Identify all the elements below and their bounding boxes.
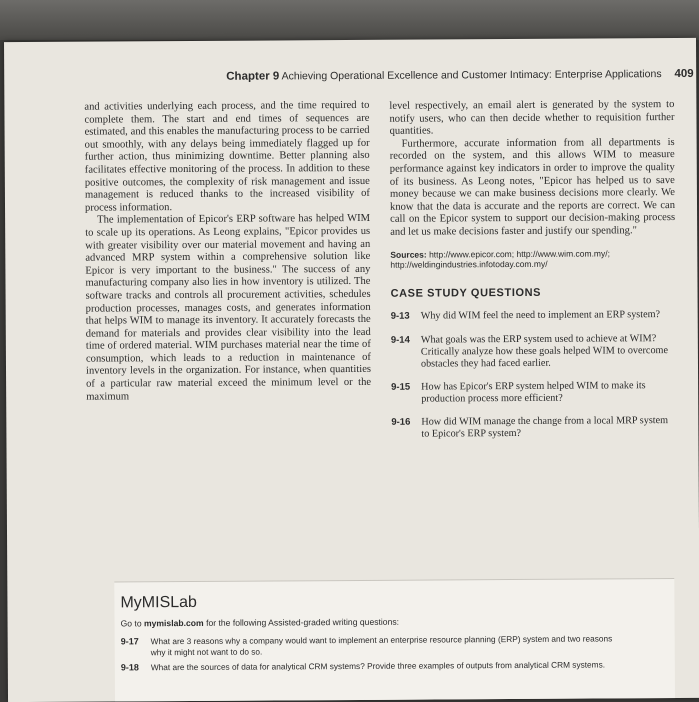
question-number: 9-15 (391, 381, 411, 393)
question-text: What goals was the ERP system used to achieve at WIM? Critically analyze how these goals helped WIM to overcome obstacles they had faced earlier. (420, 332, 668, 370)
paragraph: Furthermore, accurate information from all departments is recorded on the system, and this allows WIM to measure performance against key indicators in order to improve the quality of its business. As Leong notes, "Epicor has helped us to save money because we can make business decisions more clearly. We know that the data is accurate and the reports are correct. We can call on the Epicor system to support our decision-making process and let us make decisions faster and justify our spending." (389, 136, 676, 238)
question-number: 9-18 (120, 662, 139, 673)
left-column (84, 100, 371, 404)
case-study-title: CASE STUDY QUESTIONS (390, 286, 542, 300)
question-text: Why did WIM feel the need to implement an ERP system? (420, 309, 661, 322)
mymislab-question (121, 659, 621, 673)
question-item (391, 380, 676, 406)
question-number: 9-13 (390, 310, 410, 322)
question-number: 9-14 (390, 334, 410, 346)
sources-text: http://www.epicor.com; http://www.wim.com.my/; http://weldingindustries.infotoday.com.my/ (390, 247, 611, 270)
mymislab-question (121, 633, 621, 657)
chapter-label: Chapter 9 (226, 70, 280, 83)
intro-prefix: Go to (120, 618, 144, 629)
chapter-title: Achieving Operational Excellence and Customer Intimacy: Enterprise Applications (281, 68, 662, 83)
right-column (389, 99, 676, 440)
paragraph: level respectively, an email alert is generated by the system to notify users, who can then decide whether to requisition further quantities. (389, 99, 675, 137)
sources-label: Sources: (390, 249, 427, 260)
question-text: How did WIM manage the change from a local MRP system to Epicor's ERP system? (421, 414, 669, 440)
question-text: How has Epicor's ERP system helped WIM to make its production process more efficient? (421, 379, 646, 405)
intro-suffix: for the following Assisted-graded writing questions: (203, 616, 400, 628)
mymislab-link: mymislab.com (143, 617, 204, 629)
page-number: 409 (674, 67, 694, 81)
mymislab-title: MyMISLab (120, 593, 197, 612)
sources-note (390, 248, 675, 270)
running-header (226, 68, 694, 83)
question-text: What are the sources of data for analytical CRM systems? Provide three examples of outputs from analytical CRM systems. (150, 659, 606, 673)
question-item (391, 333, 676, 371)
mymislab-box (114, 578, 675, 702)
question-number: 9-16 (391, 416, 411, 428)
book-page (4, 38, 699, 702)
mymislab-intro (121, 617, 400, 629)
question-item (391, 415, 676, 441)
question-text: What are 3 reasons why a company would want to implement an enterprise resource planning (ERP) system and two reasons why it might not want to do so. (150, 633, 613, 657)
paragraph: and activities underlying each process, and the time required to complete them. The start and end times of sequences are estimated, and this enables the manufacturing process to be carried out smoothly, with any delays being immediately flagged up for further action, thus minimizing downtime. Better planning also facilitates effective monitoring of the process. In addition to these positive outcomes, the complexity of risk management and issue management is reduced thanks to the increased visibility of process information. (84, 99, 370, 214)
question-item (391, 309, 676, 323)
scan-background (0, 0, 699, 40)
paragraph: The implementation of Epicor's ERP software has helped WIM to scale up its operations. As Leong explains, "Epicor provides us with greater visibility over our material movement and having an advanced MRP system within a comprehensive solution like Epicor is very important to the business." The success of any manufacturing company also lies in how inventory is utilized. The software tracks and controls all procurement activities, schedules production processes, manages costs, and generates information that helps WIM to manage its inventory. It accurately forecasts the demand for materials and provides clear visibility into the lead time of ordered material. WIM purchases material near the time of consumption, which leads to a reduction in maintenance of inventory levels in the organization. For instance, when quantities of a particular raw material exceed the minimum level or the maximum (85, 213, 372, 403)
question-number: 9-17 (120, 636, 139, 647)
